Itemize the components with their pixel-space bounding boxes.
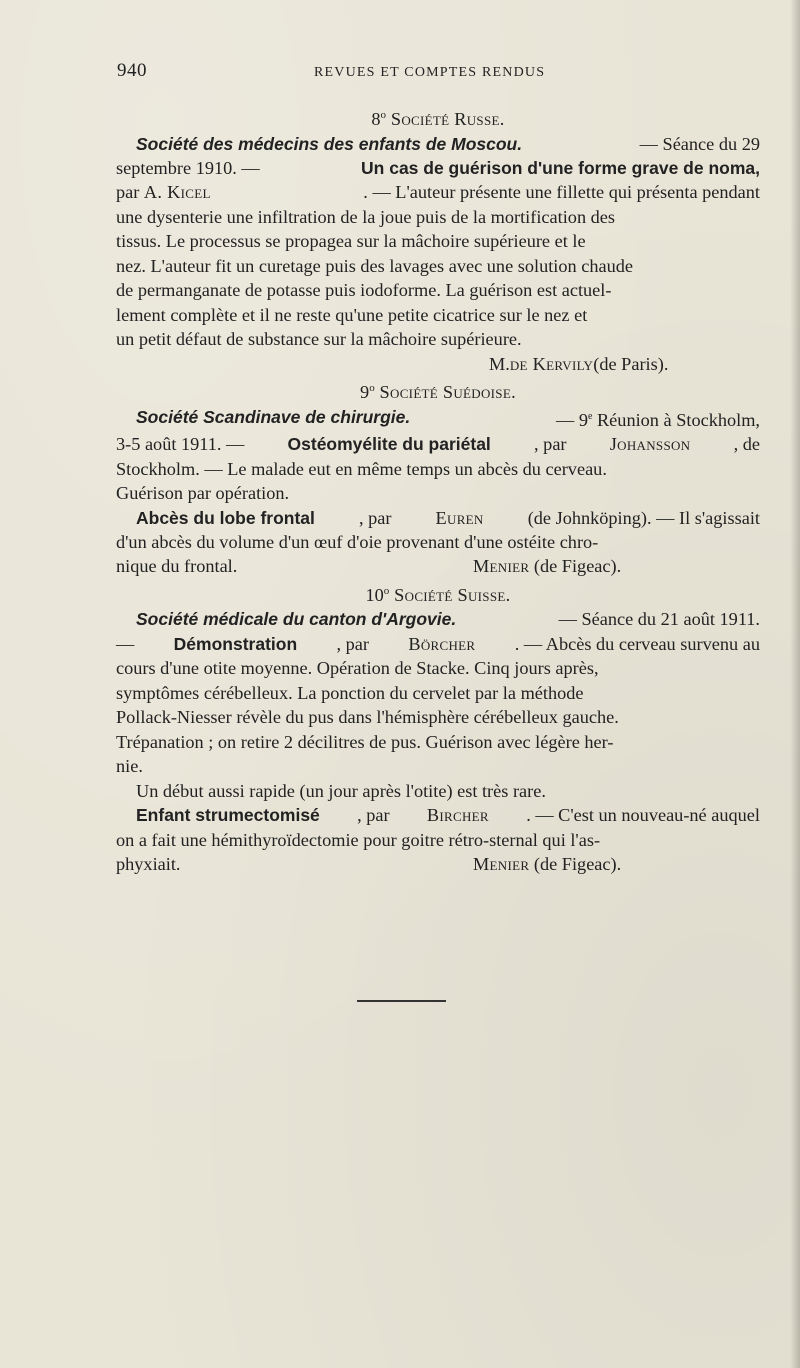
text-line: d'un abcès du volume d'un œuf d'oie provenant d'une ostéite chro- (116, 531, 599, 552)
text-line: par A. Kicel . — L'auteur présente une fillette qui présenta pendant (116, 182, 760, 203)
text-line: Société Scandinave de chirurgie. — 9e Réunion à Stockholm, (116, 405, 760, 433)
article-title: Ostéomyélite du pariétal (287, 434, 491, 455)
page-edge-shadow (790, 0, 800, 1368)
text-line: Société des médecins des enfants de Moscou. — Séance du 29 (116, 132, 760, 156)
article-title: Abcès du lobe frontal (136, 507, 315, 528)
end-rule (357, 1000, 446, 1002)
signature: Menier (de Figeac). (473, 853, 622, 874)
running-header: REVUES ET COMPTES RENDUS (314, 65, 546, 80)
article-title: Démonstration (173, 633, 298, 654)
text-line: une dysenterie une infiltration de la joue puis de la mortification des (116, 206, 616, 227)
text-line: septembre 1910. — Un cas de guérison d'une forme grave de noma, (116, 156, 760, 180)
text-line: on a fait une hémithyroïdectomie pour goitre rétro-sternal qui l'as- (116, 829, 601, 850)
society-name: Société des médecins des enfants de Moscou. (136, 133, 523, 154)
text-line: Société médicale du canton d'Argovie. — Séance du 21 août 1911. (116, 607, 760, 631)
text-line: cours d'une otite moyenne. Opération de Stacke. Cinq jours après, (116, 658, 599, 679)
text-line: Pollack-Niesser révèle du pus dans l'hémisphère cérébelleux gauche. (116, 707, 619, 728)
section-heading: 8$^o$ Société Russe. (371, 109, 505, 130)
section-heading: 10$^o$ Société Suisse. (365, 584, 511, 605)
signature: Menier (de Figeac). (473, 556, 622, 577)
society-name: Société médicale du canton d'Argovie. (136, 609, 457, 630)
author-name: Börcher (408, 633, 476, 654)
text-line: tissus. Le processus se propagea sur la mâchoire supérieure et le (116, 231, 586, 252)
text-line: symptômes cérébelleux. La ponction du cervelet par la méthode (116, 682, 584, 703)
text-line: Un début aussi rapide (un jour après l'otite) est très rare. (136, 780, 546, 801)
author-name: A. Kicel (143, 182, 211, 203)
author-name: Euren (435, 507, 484, 528)
text-line: Guérison par opération. (116, 483, 290, 504)
author-name: Bircher (426, 805, 489, 826)
signature: M. de Kervily (de Paris). (489, 353, 669, 374)
text-line: nez. L'auteur fit un curetage puis des lavages avec une solution chaude (116, 255, 633, 276)
section-heading: 9$^o$ Société Suédoise. (360, 382, 516, 403)
page-number: 940 (117, 60, 147, 81)
text-line: nique du frontal. Menier (de Figeac). (116, 554, 760, 578)
body-text (116, 103, 760, 876)
text-line: Abcès du lobe frontal , par Euren (de Johnköping). — Il s'agissait (116, 506, 760, 530)
text-line: un petit défaut de substance sur la mâchoire supérieure. (116, 329, 522, 350)
author-name: Johansson (609, 434, 691, 455)
text-line: lement complète et il ne reste qu'une petite cicatrice sur le nez et (116, 304, 588, 325)
text-line: 3-5 août 1911. — Ostéomyélite du pariétal , par Johansson , de (116, 432, 760, 456)
text-line: — Démonstration , par Börcher . — Abcès du cerveau survenu au (116, 632, 760, 656)
text-line: phyxiait. Menier (de Figeac). (116, 852, 760, 876)
text-line: nie. (116, 756, 143, 777)
text-line: de permanganate de potasse puis iodoforme. La guérison est actuel- (116, 280, 612, 301)
text-line: Stockholm. — Le malade eut en même temps un abcès du cerveau. (116, 458, 607, 479)
article-title: Un cas de guérison d'une forme grave de noma, (361, 158, 760, 178)
society-name: Société Scandinave de chirurgie. (136, 406, 411, 427)
article-title: Enfant strumectomisé (136, 805, 320, 826)
text-line: Trépanation ; on retire 2 décilitres de pus. Guérison avec légère her- (116, 731, 614, 752)
text-line: Enfant strumectomisé , par Bircher . — C'est un nouveau-né auquel (116, 803, 760, 827)
